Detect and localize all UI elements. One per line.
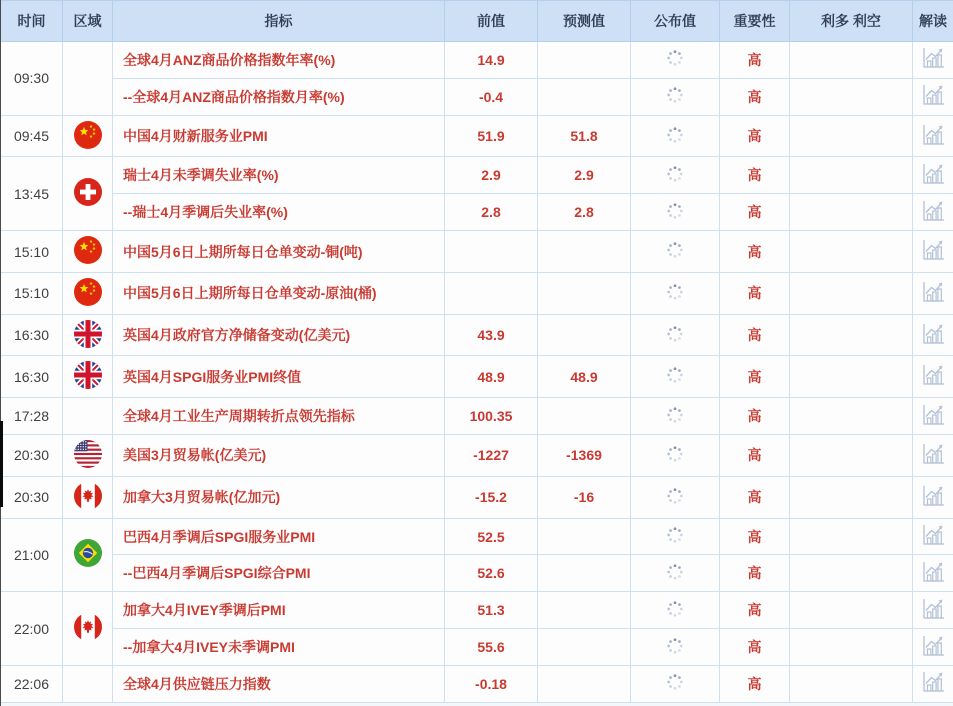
indicator-cell: --瑞士4月季调后失业率(%): [113, 194, 445, 231]
table-row: [1, 629, 953, 666]
interpret-chart-button[interactable]: [920, 46, 946, 70]
interpret-chart-button[interactable]: [920, 363, 946, 387]
previous-value-cell: -15.2: [445, 476, 538, 518]
importance-cell: 高: [720, 231, 790, 273]
bull-bear-cell: [790, 42, 913, 79]
forecast-value-cell: 2.9: [538, 157, 631, 194]
published-value-cell: [631, 115, 720, 157]
interpret-chart-button[interactable]: [920, 597, 946, 621]
loading-spinner-icon: [666, 673, 684, 691]
canada-flag-icon: [74, 613, 102, 641]
previous-value-cell: 2.8: [445, 194, 538, 231]
uk-flag-icon: [74, 361, 102, 389]
time-cell: 21:00: [1, 518, 63, 592]
bar-chart-icon: [920, 454, 946, 469]
region-cell: [63, 115, 113, 157]
forecast-value-cell: [538, 398, 631, 435]
importance-cell: 高: [720, 398, 790, 435]
indicator-cell: 英国4月政府官方净储备变动(亿美元): [113, 314, 445, 356]
bull-bear-cell: [790, 518, 913, 555]
previous-value-cell: 52.5: [445, 518, 538, 555]
region-cell: [63, 592, 113, 666]
region-cell: [63, 398, 113, 435]
column-header-time: 时间: [1, 1, 63, 42]
importance-cell: 高: [720, 78, 790, 115]
bar-chart-icon: [920, 292, 946, 307]
importance-cell: 高: [720, 115, 790, 157]
previous-value-cell: -0.18: [445, 665, 538, 702]
column-header-previous: 前值: [445, 1, 538, 42]
canada-flag-icon: [74, 482, 102, 510]
time-cell: 17:28: [1, 398, 63, 435]
interpret-cell: [913, 629, 953, 666]
loading-spinner-icon: [666, 563, 684, 581]
bar-chart-icon: [920, 334, 946, 349]
table-row: [1, 157, 953, 194]
forecast-value-cell: [538, 272, 631, 314]
indicator-cell: --巴西4月季调后SPGI综合PMI: [113, 555, 445, 592]
time-cell: 13:45: [1, 157, 63, 231]
bull-bear-cell: [790, 194, 913, 231]
table-row: [1, 592, 953, 629]
forecast-value-cell: [538, 592, 631, 629]
china-flag-icon: [74, 236, 102, 264]
interpret-cell: [913, 665, 953, 702]
forecast-value-cell: [538, 42, 631, 79]
published-value-cell: [631, 272, 720, 314]
previous-value-cell: 48.9: [445, 356, 538, 398]
bar-chart-icon: [920, 682, 946, 697]
loading-spinner-icon: [666, 283, 684, 301]
importance-cell: 高: [720, 356, 790, 398]
loading-spinner-icon: [666, 165, 684, 183]
published-value-cell: [631, 435, 720, 477]
time-cell: 20:30: [1, 476, 63, 518]
importance-cell: 高: [720, 157, 790, 194]
forecast-value-cell: [538, 314, 631, 356]
forecast-value-cell: [538, 555, 631, 592]
previous-value-cell: 52.6: [445, 555, 538, 592]
published-value-cell: [631, 555, 720, 592]
interpret-chart-button[interactable]: [920, 523, 946, 547]
bar-chart-icon: [920, 415, 946, 430]
importance-cell: 高: [720, 435, 790, 477]
region-cell: [63, 231, 113, 273]
table-row: [1, 665, 953, 702]
indicator-cell: 全球4月ANZ商品价格指数年率(%): [113, 42, 445, 79]
china-flag-icon: [74, 278, 102, 306]
region-cell: [63, 435, 113, 477]
indicator-cell: 中国4月财新服务业PMI: [113, 115, 445, 157]
interpret-chart-button[interactable]: [920, 560, 946, 584]
bar-chart-icon: [920, 135, 946, 150]
published-value-cell: [631, 629, 720, 666]
loading-spinner-icon: [666, 241, 684, 259]
interpret-chart-button[interactable]: [920, 238, 946, 262]
table-row: [1, 555, 953, 592]
bar-chart-icon: [920, 375, 946, 390]
bull-bear-cell: [790, 356, 913, 398]
bull-bear-cell: [790, 435, 913, 477]
table-row: [1, 398, 953, 435]
published-value-cell: [631, 194, 720, 231]
indicator-cell: 中国5月6日上期所每日仓单变动-铜(吨): [113, 231, 445, 273]
table-row: [1, 194, 953, 231]
time-cell: 09:30: [1, 42, 63, 116]
interpret-cell: [913, 194, 953, 231]
column-header-interpret: 解读: [913, 1, 953, 42]
interpret-chart-button[interactable]: [920, 670, 946, 694]
bar-chart-icon: [920, 95, 946, 110]
loading-spinner-icon: [666, 126, 684, 144]
loading-spinner-icon: [666, 445, 684, 463]
bull-bear-cell: [790, 231, 913, 273]
time-cell: 15:10: [1, 231, 63, 273]
interpret-cell: [913, 231, 953, 273]
table-row: [1, 476, 953, 518]
interpret-chart-button[interactable]: [920, 442, 946, 466]
table-row: [1, 231, 953, 273]
published-value-cell: [631, 356, 720, 398]
bull-bear-cell: [790, 272, 913, 314]
forecast-value-cell: [538, 629, 631, 666]
indicator-cell: 瑞士4月未季调失业率(%): [113, 157, 445, 194]
table-row: [1, 115, 953, 157]
table-body: [1, 42, 953, 703]
interpret-cell: [913, 592, 953, 629]
published-value-cell: [631, 157, 720, 194]
bull-bear-cell: [790, 629, 913, 666]
forecast-value-cell: [538, 231, 631, 273]
region-cell: [63, 665, 113, 702]
interpret-cell: [913, 398, 953, 435]
bar-chart-icon: [920, 58, 946, 73]
interpret-cell: [913, 356, 953, 398]
region-cell: [63, 157, 113, 231]
time-cell: 20:30: [1, 435, 63, 477]
bar-chart-icon: [920, 646, 946, 661]
importance-cell: 高: [720, 555, 790, 592]
previous-value-cell: 14.9: [445, 42, 538, 79]
indicator-cell: 巴西4月季调后SPGI服务业PMI: [113, 518, 445, 555]
time-cell: 15:10: [1, 272, 63, 314]
bull-bear-cell: [790, 476, 913, 518]
published-value-cell: [631, 314, 720, 356]
column-header-region: 区域: [63, 1, 113, 42]
table-header: [1, 1, 953, 42]
forecast-value-cell: -16: [538, 476, 631, 518]
published-value-cell: [631, 592, 720, 629]
published-value-cell: [631, 231, 720, 273]
indicator-cell: 全球4月供应链压力指数: [113, 665, 445, 702]
previous-value-cell: 55.6: [445, 629, 538, 666]
table-row: [1, 356, 953, 398]
previous-value-cell: [445, 231, 538, 273]
bar-chart-icon: [920, 496, 946, 511]
table-row: [1, 518, 953, 555]
previous-value-cell: 100.35: [445, 398, 538, 435]
loading-spinner-icon: [666, 325, 684, 343]
bull-bear-cell: [790, 78, 913, 115]
bull-bear-cell: [790, 157, 913, 194]
loading-spinner-icon: [666, 600, 684, 618]
published-value-cell: [631, 398, 720, 435]
interpret-chart-button[interactable]: [920, 280, 946, 304]
bar-chart-icon: [920, 211, 946, 226]
interpret-chart-button[interactable]: [920, 83, 946, 107]
china-flag-icon: [74, 121, 102, 149]
header-row: [1, 1, 953, 42]
region-cell: [63, 476, 113, 518]
interpret-chart-button[interactable]: [920, 123, 946, 147]
loading-spinner-icon: [666, 366, 684, 384]
column-header-importance: 重要性: [720, 1, 790, 42]
importance-cell: 高: [720, 194, 790, 231]
bull-bear-cell: [790, 592, 913, 629]
region-cell: [63, 518, 113, 592]
table-row: [1, 78, 953, 115]
importance-cell: 高: [720, 518, 790, 555]
forecast-value-cell: [538, 78, 631, 115]
loading-spinner-icon: [666, 637, 684, 655]
interpret-chart-button[interactable]: [920, 199, 946, 223]
loading-spinner-icon: [666, 202, 684, 220]
interpret-chart-button[interactable]: [920, 403, 946, 427]
interpret-cell: [913, 476, 953, 518]
region-cell: [63, 314, 113, 356]
published-value-cell: [631, 78, 720, 115]
previous-value-cell: 43.9: [445, 314, 538, 356]
interpret-cell: [913, 42, 953, 79]
interpret-cell: [913, 272, 953, 314]
column-header-published: 公布值: [631, 1, 720, 42]
importance-cell: 高: [720, 665, 790, 702]
importance-cell: 高: [720, 42, 790, 79]
time-cell: 22:06: [1, 665, 63, 702]
time-cell: 16:30: [1, 314, 63, 356]
previous-value-cell: 2.9: [445, 157, 538, 194]
interpret-cell: [913, 157, 953, 194]
loading-spinner-icon: [666, 487, 684, 505]
interpret-chart-button[interactable]: [920, 634, 946, 658]
bar-chart-icon: [920, 174, 946, 189]
column-header-forecast: 预测值: [538, 1, 631, 42]
indicator-cell: 美国3月贸易帐(亿美元): [113, 435, 445, 477]
indicator-cell: --全球4月ANZ商品价格指数月率(%): [113, 78, 445, 115]
table-row: [1, 435, 953, 477]
indicator-cell: 英国4月SPGI服务业PMI终值: [113, 356, 445, 398]
bull-bear-cell: [790, 314, 913, 356]
forecast-value-cell: 51.8: [538, 115, 631, 157]
loading-spinner-icon: [666, 406, 684, 424]
importance-cell: 高: [720, 592, 790, 629]
forecast-value-cell: [538, 518, 631, 555]
previous-value-cell: 51.9: [445, 115, 538, 157]
bar-chart-icon: [920, 572, 946, 587]
importance-cell: 高: [720, 629, 790, 666]
importance-cell: 高: [720, 272, 790, 314]
switzerland-flag-icon: [74, 178, 102, 206]
interpret-cell: [913, 555, 953, 592]
region-cell: [63, 272, 113, 314]
loading-spinner-icon: [666, 526, 684, 544]
indicator-cell: 中国5月6日上期所每日仓单变动-原油(桶): [113, 272, 445, 314]
forecast-value-cell: -1369: [538, 435, 631, 477]
region-cell: [63, 42, 113, 116]
brazil-flag-icon: [74, 539, 102, 567]
time-cell: 22:00: [1, 592, 63, 666]
previous-value-cell: -0.4: [445, 78, 538, 115]
interpret-cell: [913, 435, 953, 477]
bull-bear-cell: [790, 115, 913, 157]
published-value-cell: [631, 518, 720, 555]
interpret-cell: [913, 314, 953, 356]
previous-value-cell: 51.3: [445, 592, 538, 629]
importance-cell: 高: [720, 314, 790, 356]
table-row: [1, 42, 953, 79]
forecast-value-cell: 2.8: [538, 194, 631, 231]
interpret-chart-button[interactable]: [920, 162, 946, 186]
previous-value-cell: -1227: [445, 435, 538, 477]
published-value-cell: [631, 665, 720, 702]
us-flag-icon: [74, 440, 102, 468]
indicator-cell: 加拿大4月IVEY季调后PMI: [113, 592, 445, 629]
bull-bear-cell: [790, 555, 913, 592]
window-left-edge: [0, 0, 1, 706]
loading-spinner-icon: [666, 86, 684, 104]
loading-spinner-icon: [666, 49, 684, 67]
published-value-cell: [631, 42, 720, 79]
interpret-cell: [913, 78, 953, 115]
interpret-chart-button[interactable]: [920, 484, 946, 508]
forecast-value-cell: 48.9: [538, 356, 631, 398]
published-value-cell: [631, 476, 720, 518]
left-scrollbar-thumb[interactable]: [0, 421, 3, 507]
column-header-bull_bear: 利多 利空: [790, 1, 913, 42]
bull-bear-cell: [790, 665, 913, 702]
table-row: [1, 314, 953, 356]
bar-chart-icon: [920, 535, 946, 550]
bar-chart-icon: [920, 250, 946, 265]
time-cell: 16:30: [1, 356, 63, 398]
indicator-cell: --加拿大4月IVEY未季调PMI: [113, 629, 445, 666]
interpret-cell: [913, 115, 953, 157]
indicator-cell: 全球4月工业生产周期转折点领先指标: [113, 398, 445, 435]
interpret-cell: [913, 518, 953, 555]
interpret-chart-button[interactable]: [920, 322, 946, 346]
column-header-indicator: 指标: [113, 1, 445, 42]
indicator-cell: 加拿大3月贸易帐(亿加元): [113, 476, 445, 518]
bull-bear-cell: [790, 398, 913, 435]
time-cell: 09:45: [1, 115, 63, 157]
previous-value-cell: [445, 272, 538, 314]
importance-cell: 高: [720, 476, 790, 518]
uk-flag-icon: [74, 320, 102, 348]
forecast-value-cell: [538, 665, 631, 702]
bar-chart-icon: [920, 609, 946, 624]
table-row: [1, 272, 953, 314]
region-cell: [63, 356, 113, 398]
